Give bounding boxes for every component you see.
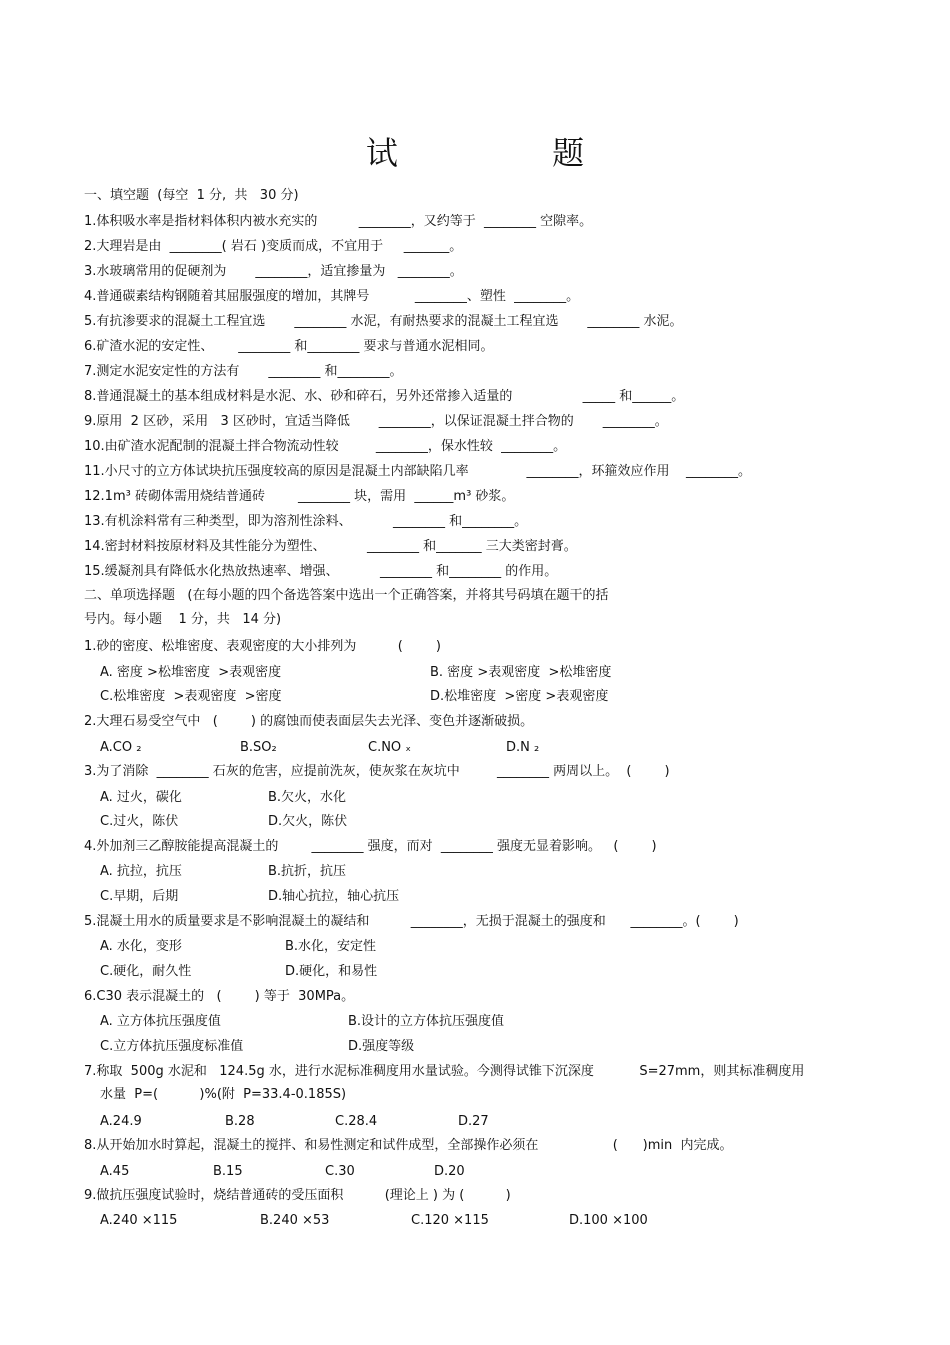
text-line: C.松堆密度 >表观密度 >密度 xyxy=(100,689,282,704)
text-line: 二、单项选择题 (在每小题的四个备选答案中选出一个正确答案，并将其号码填在题干的括 xyxy=(84,588,609,603)
text-line: B.设计的立方体抗压强度值 xyxy=(348,1014,505,1029)
text-line: A. 抗拉，抗压 xyxy=(100,864,182,879)
text-line: 14.密封材料按原材料及其性能分为塑性、 ________ 和_______ 三大类密封膏。 xyxy=(84,539,577,554)
text-line: B.15 xyxy=(213,1164,243,1179)
text-line: D.欠火，陈伏 xyxy=(268,814,348,829)
text-line: 9.做抗压强度试验时，烧结普通砖的受压面积 (理论上 ) 为 ( ) xyxy=(84,1188,511,1203)
text-line: 1.体积吸水率是指材料体积内被水充实的 ________，又约等于 ________ 空隙率。 xyxy=(84,214,593,229)
text-line: 6.C30 表示混凝土的 ( ) 等于 30MPa。 xyxy=(84,989,355,1004)
text-line: 8.普通混凝土的基本组成材料是水泥、水、砂和碎石，另外还常掺入适量的 _____ 和______。 xyxy=(84,389,685,404)
text-line: 号内。每小题 1 分，共 14 分) xyxy=(84,612,282,627)
text-line: D.27 xyxy=(458,1114,489,1129)
page-title: 试 题 xyxy=(365,134,657,172)
text-line: A. 立方体抗压强度值 xyxy=(100,1014,221,1029)
text-line: B.欠火，水化 xyxy=(268,790,347,805)
text-line: B.28 xyxy=(225,1114,255,1129)
text-line: C.NO ₓ xyxy=(368,740,412,755)
text-line: 2.大理石易受空气中 ( ) 的腐蚀而使表面层失去光泽、变色并逐渐破损。 xyxy=(84,714,534,729)
text-line: 15.缓凝剂具有降低水化热放热速率、增强、 ________ 和________ 的作用。 xyxy=(84,564,558,579)
text-line: A. 过火，碳化 xyxy=(100,790,182,805)
text-line: C.30 xyxy=(325,1164,355,1179)
text-line: 水量 P=( )%(附 P=33.4-0.185S) xyxy=(100,1087,347,1102)
text-line: B.水化，安定性 xyxy=(285,939,377,954)
text-line: 6.矿渣水泥的安定性、 ________ 和________ 要求与普通水泥相同。 xyxy=(84,339,494,354)
text-line: D.硬化，和易性 xyxy=(285,964,378,979)
text-line: 3.为了消除 ________ 石灰的危害，应提前洗灰，使灰浆在灰坑中 ________ 两周以上。 ( ) xyxy=(84,764,670,779)
text-line: B. 密度 >表观密度 >松堆密度 xyxy=(430,665,612,680)
text-line: 12.1m³ 砖砌体需用烧结普通砖 ________ 块，需用 ______m³ 砂浆。 xyxy=(84,489,515,504)
text-line: 9.原用 2 区砂，采用 3 区砂时，宜适当降低 ________，以保证混凝土拌合物的 ________。 xyxy=(84,414,668,429)
text-line: D.100 ×100 xyxy=(569,1213,648,1228)
text-line: B.抗折，抗压 xyxy=(268,864,347,879)
text-line: D.20 xyxy=(434,1164,465,1179)
text-line: 4.普通碳素结构钢随着其屈服强度的增加，其牌号 ________、塑性 ________。 xyxy=(84,289,580,304)
text-line: C.硬化，耐久性 xyxy=(100,964,192,979)
text-line: C.立方体抗压强度标准值 xyxy=(100,1039,244,1054)
text-line: 3.水玻璃常用的促硬剂为 ________，适宜掺量为 ________。 xyxy=(84,264,463,279)
text-line: 13.有机涂料常有三种类型，即为溶剂性涂料、 ________ 和________。 xyxy=(84,514,528,529)
text-line: D.轴心抗拉，轴心抗压 xyxy=(268,889,400,904)
text-line: 8.从开始加水时算起，混凝土的搅拌、和易性测定和试件成型，全部操作必须在 ( )min 内完成。 xyxy=(84,1138,733,1153)
text-line: 4.外加剂三乙醇胺能提高混凝土的 ________ 强度，而对 ________ 强度无显着影响。 ( ) xyxy=(84,839,657,854)
text-line: C.28.4 xyxy=(335,1114,378,1129)
text-line: B.SO₂ xyxy=(240,740,277,755)
text-line: D.松堆密度 >密度 >表观密度 xyxy=(430,689,609,704)
text-line: D.强度等级 xyxy=(348,1039,415,1054)
text-line: 2.大理岩是由 ________( 岩石 )变质而成，不宜用于 _______。 xyxy=(84,239,463,254)
text-line: 7.测定水泥安定性的方法有 ________ 和________。 xyxy=(84,364,403,379)
text-line: A. 密度 >松堆密度 >表观密度 xyxy=(100,665,282,680)
text-line: A.24.9 xyxy=(100,1114,142,1129)
text-line: C.120 ×115 xyxy=(411,1213,489,1228)
text-line: 7.称取 500g 水泥和 124.5g 水，进行水泥标准稠度用水量试验。今测得试锥下沉深度 S=27mm，则其标准稠度用 xyxy=(84,1064,805,1079)
text-line: 10.由矿渣水泥配制的混凝土拌合物流动性较 ________，保水性较 ________。 xyxy=(84,439,567,454)
text-line: B.240 ×53 xyxy=(260,1213,330,1228)
text-line: 一、填空题 (每空 1 分, 共 30 分) xyxy=(84,188,299,203)
text-line: 11.小尺寸的立方体试块抗压强度较高的原因是混凝土内部缺陷几率 ________，环箍效应作用 ________。 xyxy=(84,464,752,479)
text-line: A.240 ×115 xyxy=(100,1213,178,1228)
text-line: C.过火，陈伏 xyxy=(100,814,179,829)
text-line: A.CO ₂ xyxy=(100,740,142,755)
text-line: A.45 xyxy=(100,1164,130,1179)
text-line: D.N ₂ xyxy=(506,740,540,755)
text-line: C.早期，后期 xyxy=(100,889,179,904)
text-line: 5.有抗渗要求的混凝土工程宜选 ________ 水泥，有耐热要求的混凝土工程宜选 ________ 水泥。 xyxy=(84,314,683,329)
text-line: 5.混凝土用水的质量要求是不影响混凝土的凝结和 ________，无损于混凝土的强度和 ________。( ) xyxy=(84,914,739,929)
text-line: A. 水化，变形 xyxy=(100,939,182,954)
text-line: 1.砂的密度、松堆密度、表观密度的大小排列为 ( ) xyxy=(84,639,441,654)
